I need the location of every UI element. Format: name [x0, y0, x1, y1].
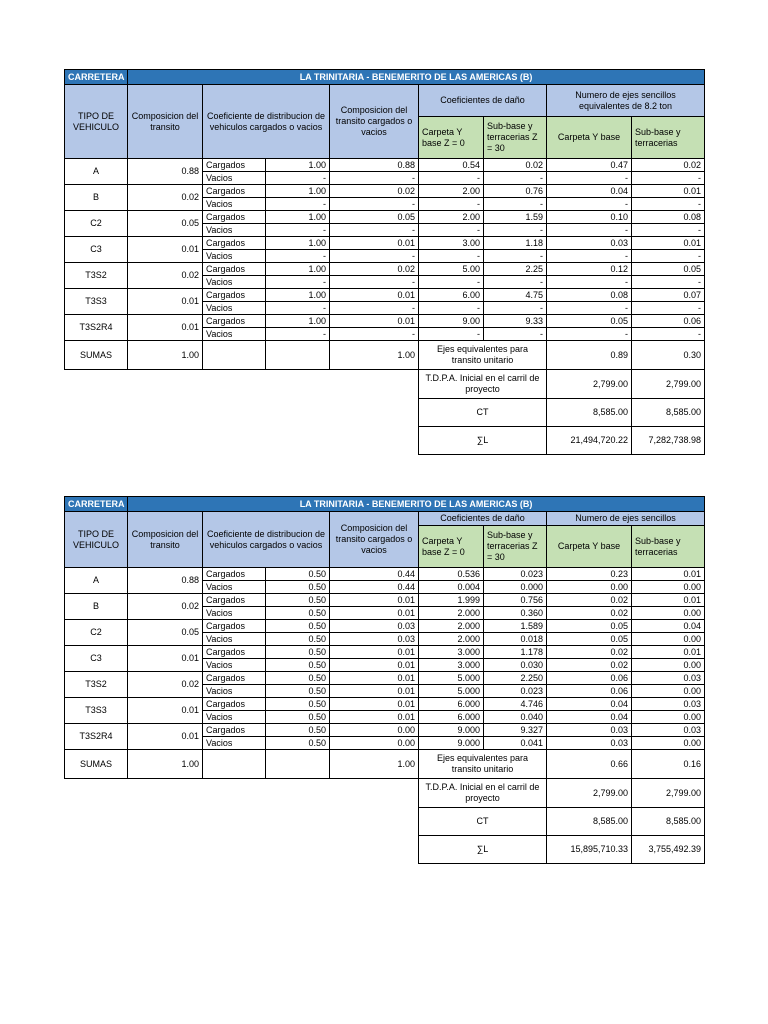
ejes-label: Ejes equivalentes para transito unitario — [419, 341, 547, 370]
carpeta-z0-header: Carpeta Y base Z = 0 — [419, 526, 484, 568]
vehicle-row-cargados — [65, 263, 705, 276]
load-label: Cargados — [203, 568, 266, 581]
loaded-composition: 0.01 — [330, 315, 419, 328]
equiv-axles-subbase: - — [632, 172, 705, 185]
sl-e2: 3,755,492.39 — [632, 836, 705, 864]
damage-coef-subbase: 0.018 — [484, 633, 547, 646]
distribution-coef: 0.50 — [266, 724, 330, 737]
tdpa-e2: 2,799.00 — [632, 779, 705, 808]
load-label: Cargados — [203, 620, 266, 633]
loaded-composition: 0.01 — [330, 685, 419, 698]
damage-coef-carpeta: 2.000 — [419, 607, 484, 620]
vehicle-type: T3S3 — [65, 698, 128, 724]
distribution-coef: 0.50 — [266, 672, 330, 685]
equiv-axles-subbase: 0.01 — [632, 646, 705, 659]
damage-coef-subbase: 9.327 — [484, 724, 547, 737]
loaded-composition: - — [330, 198, 419, 211]
distribution-coef: 0.50 — [266, 711, 330, 724]
damage-coef-subbase: - — [484, 276, 547, 289]
equiv-axles-subbase: - — [632, 302, 705, 315]
load-label: Cargados — [203, 159, 266, 172]
load-label: Cargados — [203, 185, 266, 198]
load-label: Vacios — [203, 633, 266, 646]
damage-coef-subbase: 0.02 — [484, 159, 547, 172]
vehicle-row-cargados — [65, 672, 705, 685]
damage-coef-carpeta: 9.000 — [419, 724, 484, 737]
equiv-axles-subbase: 0.08 — [632, 211, 705, 224]
subbase-terr-header: Sub-base y terracerias — [632, 526, 705, 568]
road-title: LA TRINITARIA - BENEMERITO DE LAS AMERICAS (B) — [128, 70, 705, 85]
equiv-axles-subbase: 0.03 — [632, 672, 705, 685]
loaded-composition: 0.01 — [330, 594, 419, 607]
loaded-composition: 0.01 — [330, 237, 419, 250]
load-label: Cargados — [203, 672, 266, 685]
distribution-coef: 0.50 — [266, 594, 330, 607]
vehicle-composition: 0.02 — [128, 672, 203, 698]
load-label: Cargados — [203, 646, 266, 659]
damage-coef-subbase: 0.76 — [484, 185, 547, 198]
distribution-coef: 0.50 — [266, 633, 330, 646]
equiv-axles-subbase: 0.07 — [632, 289, 705, 302]
vehicle-composition: 0.88 — [128, 159, 203, 185]
vehicle-type: B — [65, 594, 128, 620]
damage-coef-subbase: - — [484, 172, 547, 185]
damage-coef-subbase: 1.59 — [484, 211, 547, 224]
loaded-composition: - — [330, 250, 419, 263]
damage-coef-carpeta: 9.00 — [419, 315, 484, 328]
equiv-axles-carpeta: 0.08 — [547, 289, 632, 302]
load-label: Vacios — [203, 328, 266, 341]
damage-coef-subbase: 0.023 — [484, 685, 547, 698]
equiv-axles-carpeta: 0.06 — [547, 672, 632, 685]
damage-coef-carpeta: 0.004 — [419, 581, 484, 594]
load-label: Cargados — [203, 698, 266, 711]
vehicle-type: A — [65, 568, 128, 594]
vehicle-composition: 0.05 — [128, 620, 203, 646]
ejes-e1: 0.66 — [547, 750, 632, 779]
damage-coef-subbase: 9.33 — [484, 315, 547, 328]
vehicle-composition: 0.02 — [128, 263, 203, 289]
damage-coef-subbase: 1.18 — [484, 237, 547, 250]
equiv-axles-subbase: 0.00 — [632, 659, 705, 672]
damage-coef-carpeta: - — [419, 172, 484, 185]
damage-coef-carpeta: - — [419, 198, 484, 211]
equiv-axles-subbase: 0.00 — [632, 685, 705, 698]
damage-coef-carpeta: 0.54 — [419, 159, 484, 172]
loaded-composition: 0.01 — [330, 698, 419, 711]
vehicle-row-cargados — [65, 698, 705, 711]
distribution-coef: 0.50 — [266, 581, 330, 594]
vehicle-type: T3S3 — [65, 289, 128, 315]
damage-coef-carpeta: - — [419, 276, 484, 289]
equiv-axles-carpeta: 0.02 — [547, 607, 632, 620]
equiv-axles-subbase: - — [632, 224, 705, 237]
damage-coef-carpeta: 5.000 — [419, 685, 484, 698]
equiv-axles-subbase: 0.01 — [632, 568, 705, 581]
distribution-coef: 0.50 — [266, 568, 330, 581]
equiv-axles-carpeta: 0.04 — [547, 711, 632, 724]
equiv-axles-carpeta: - — [547, 172, 632, 185]
tdpa-e1: 2,799.00 — [547, 779, 632, 808]
ejes-e1: 0.89 — [547, 341, 632, 370]
equiv-axles-subbase: 0.06 — [632, 315, 705, 328]
distribution-coef: 0.50 — [266, 620, 330, 633]
damage-coef-subbase: 0.360 — [484, 607, 547, 620]
loaded-composition: 0.01 — [330, 646, 419, 659]
equiv-axles-carpeta: 0.03 — [547, 724, 632, 737]
equiv-axles-subbase: 0.00 — [632, 737, 705, 750]
table-2 — [64, 496, 704, 864]
distribution-coef: 1.00 — [266, 211, 330, 224]
loaded-composition: 0.01 — [330, 659, 419, 672]
damage-coef-subbase: 1.589 — [484, 620, 547, 633]
damage-coef-carpeta: 3.000 — [419, 659, 484, 672]
damage-coef-carpeta: 2.00 — [419, 185, 484, 198]
damage-coef-subbase: - — [484, 250, 547, 263]
carretera-label: CARRETERA — [65, 70, 128, 85]
equiv-axles-carpeta: 0.03 — [547, 737, 632, 750]
vehicle-type: C3 — [65, 646, 128, 672]
load-label: Cargados — [203, 315, 266, 328]
damage-coef-subbase: 1.178 — [484, 646, 547, 659]
loaded-composition: 0.01 — [330, 711, 419, 724]
tdpa-e2: 2,799.00 — [632, 370, 705, 399]
damage-coef-carpeta: 5.00 — [419, 263, 484, 276]
col-comp-header: Composicion del transito — [128, 85, 203, 159]
equiv-axles-subbase: - — [632, 198, 705, 211]
equiv-axles-subbase: - — [632, 276, 705, 289]
load-label: Vacios — [203, 250, 266, 263]
subbase-terr-header: Sub-base y terracerias — [632, 117, 705, 159]
col-coef-header: Coeficiente de distribucion de vehiculos cargados o vacios — [203, 512, 330, 568]
damage-coef-subbase: - — [484, 328, 547, 341]
distribution-coef: - — [266, 224, 330, 237]
ejes-e2: 0.30 — [632, 341, 705, 370]
distribution-coef: - — [266, 328, 330, 341]
ejes-label: Ejes equivalentes para transito unitario — [419, 750, 547, 779]
distribution-coef: 1.00 — [266, 289, 330, 302]
vehicle-row-cargados — [65, 185, 705, 198]
carpeta-base-header: Carpeta Y base — [547, 117, 632, 159]
damage-coef-subbase: 0.030 — [484, 659, 547, 672]
damage-coef-subbase: 2.250 — [484, 672, 547, 685]
vehicle-type: T3S2R4 — [65, 315, 128, 341]
damage-coef-subbase: 0.756 — [484, 594, 547, 607]
traffic-table-2 — [64, 496, 705, 864]
traffic-table-1 — [64, 69, 705, 455]
equiv-axles-subbase: 0.04 — [632, 620, 705, 633]
damage-coef-subbase: 2.25 — [484, 263, 547, 276]
sumas-comp: 1.00 — [128, 750, 203, 779]
equiv-axles-subbase: 0.00 — [632, 607, 705, 620]
equiv-axles-carpeta: 0.06 — [547, 685, 632, 698]
vehicle-row-cargados — [65, 315, 705, 328]
loaded-composition: 0.03 — [330, 633, 419, 646]
loaded-composition: 0.88 — [330, 159, 419, 172]
damage-coef-subbase: 0.040 — [484, 711, 547, 724]
tdpa-e1: 2,799.00 — [547, 370, 632, 399]
damage-coef-carpeta: - — [419, 224, 484, 237]
loaded-composition: 0.01 — [330, 672, 419, 685]
sl-e2: 7,282,738.98 — [632, 427, 705, 455]
vehicle-type: T3S2 — [65, 263, 128, 289]
vehicle-composition: 0.05 — [128, 211, 203, 237]
damage-coef-carpeta: 6.000 — [419, 698, 484, 711]
vehicle-row-cargados — [65, 620, 705, 633]
sl-e1: 15,895,710.33 — [547, 836, 632, 864]
vehicle-composition: 0.01 — [128, 724, 203, 750]
vehicle-row-cargados — [65, 568, 705, 581]
vehicle-composition: 0.01 — [128, 646, 203, 672]
vehicle-type: C2 — [65, 620, 128, 646]
col-ejes-header: Numero de ejes sencillos equivalentes de 8.2 ton — [547, 85, 705, 117]
col-coef-header: Coeficiente de distribucion de vehiculos cargados o vacios — [203, 85, 330, 159]
damage-coef-subbase: 0.023 — [484, 568, 547, 581]
distribution-coef: - — [266, 198, 330, 211]
load-label: Vacios — [203, 276, 266, 289]
header-bar — [65, 497, 705, 512]
distribution-coef: - — [266, 302, 330, 315]
load-label: Vacios — [203, 711, 266, 724]
distribution-coef: 0.50 — [266, 698, 330, 711]
ejes-e2: 0.16 — [632, 750, 705, 779]
load-label: Cargados — [203, 594, 266, 607]
distribution-coef: 1.00 — [266, 159, 330, 172]
distribution-coef: - — [266, 172, 330, 185]
loaded-composition: - — [330, 224, 419, 237]
loaded-composition: 0.01 — [330, 607, 419, 620]
subbase-z30-header: Sub-base y terracerias Z = 30 — [484, 526, 547, 568]
distribution-coef: 0.50 — [266, 685, 330, 698]
load-label: Vacios — [203, 581, 266, 594]
ct-label: CT — [419, 399, 547, 427]
loaded-composition: - — [330, 328, 419, 341]
damage-coef-carpeta: - — [419, 328, 484, 341]
distribution-coef: 0.50 — [266, 646, 330, 659]
vehicle-row-cargados — [65, 211, 705, 224]
damage-coef-carpeta: 6.00 — [419, 289, 484, 302]
loaded-composition: 0.03 — [330, 620, 419, 633]
vehicle-type: T3S2 — [65, 672, 128, 698]
distribution-coef: 0.50 — [266, 607, 330, 620]
loaded-composition: - — [330, 276, 419, 289]
sumas-label: SUMAS — [65, 341, 128, 370]
equiv-axles-subbase: 0.01 — [632, 594, 705, 607]
load-label: Vacios — [203, 198, 266, 211]
damage-coef-carpeta: 0.536 — [419, 568, 484, 581]
distribution-coef: 0.50 — [266, 659, 330, 672]
vehicle-type: C3 — [65, 237, 128, 263]
equiv-axles-subbase: 0.01 — [632, 237, 705, 250]
vehicle-composition: 0.02 — [128, 594, 203, 620]
ct-e2: 8,585.00 — [632, 399, 705, 427]
damage-coef-subbase: - — [484, 198, 547, 211]
load-label: Vacios — [203, 607, 266, 620]
equiv-axles-subbase: 0.00 — [632, 711, 705, 724]
equiv-axles-carpeta: - — [547, 302, 632, 315]
damage-coef-carpeta: - — [419, 250, 484, 263]
ct-e2: 8,585.00 — [632, 808, 705, 836]
sumas-comp: 1.00 — [128, 341, 203, 370]
vehicle-composition: 0.01 — [128, 237, 203, 263]
loaded-composition: 0.00 — [330, 724, 419, 737]
equiv-axles-subbase: 0.02 — [632, 159, 705, 172]
equiv-axles-subbase: 0.03 — [632, 724, 705, 737]
load-label: Vacios — [203, 737, 266, 750]
equiv-axles-carpeta: - — [547, 328, 632, 341]
load-label: Cargados — [203, 724, 266, 737]
equiv-axles-carpeta: 0.02 — [547, 659, 632, 672]
load-label: Vacios — [203, 224, 266, 237]
ct-e1: 8,585.00 — [547, 808, 632, 836]
equiv-axles-carpeta: - — [547, 276, 632, 289]
damage-coef-carpeta: 6.000 — [419, 711, 484, 724]
vehicle-composition: 0.02 — [128, 185, 203, 211]
loaded-composition: 0.44 — [330, 581, 419, 594]
col-tipo-header: TIPO DE VEHICULO — [65, 512, 128, 568]
equiv-axles-carpeta: 0.03 — [547, 237, 632, 250]
carpeta-z0-header: Carpeta Y base Z = 0 — [419, 117, 484, 159]
distribution-coef: - — [266, 250, 330, 263]
loaded-composition: 0.00 — [330, 737, 419, 750]
loaded-composition: - — [330, 172, 419, 185]
load-label: Vacios — [203, 685, 266, 698]
damage-coef-carpeta: 3.000 — [419, 646, 484, 659]
vehicle-row-cargados — [65, 724, 705, 737]
equiv-axles-carpeta: 0.05 — [547, 620, 632, 633]
vehicle-row-cargados — [65, 646, 705, 659]
equiv-axles-carpeta: - — [547, 250, 632, 263]
loaded-composition: - — [330, 302, 419, 315]
distribution-coef: 1.00 — [266, 315, 330, 328]
damage-coef-carpeta: - — [419, 302, 484, 315]
equiv-axles-subbase: 0.05 — [632, 263, 705, 276]
equiv-axles-carpeta: 0.02 — [547, 594, 632, 607]
equiv-axles-subbase: - — [632, 328, 705, 341]
col-dano-header: Coeficientes de daño — [419, 85, 547, 117]
col-dano-header: Coeficientes de daño — [419, 512, 547, 526]
equiv-axles-subbase: 0.03 — [632, 698, 705, 711]
equiv-axles-carpeta: 0.04 — [547, 185, 632, 198]
sumas-cd: 1.00 — [330, 341, 419, 370]
vehicle-row-cargados — [65, 237, 705, 250]
equiv-axles-carpeta: 0.12 — [547, 263, 632, 276]
load-label: Cargados — [203, 289, 266, 302]
vehicle-composition: 0.01 — [128, 289, 203, 315]
damage-coef-subbase: 0.000 — [484, 581, 547, 594]
col-comp-header: Composicion del transito — [128, 512, 203, 568]
equiv-axles-carpeta: 0.04 — [547, 698, 632, 711]
damage-coef-carpeta: 1.999 — [419, 594, 484, 607]
sumas-label: SUMAS — [65, 750, 128, 779]
distribution-coef: 1.00 — [266, 237, 330, 250]
damage-coef-carpeta: 3.00 — [419, 237, 484, 250]
road-title: LA TRINITARIA - BENEMERITO DE LAS AMERICAS (B) — [128, 497, 705, 512]
subbase-z30-header: Sub-base y terracerias Z = 30 — [484, 117, 547, 159]
vehicle-type: C2 — [65, 211, 128, 237]
load-label: Vacios — [203, 302, 266, 315]
vehicle-type: T3S2R4 — [65, 724, 128, 750]
vehicle-row-cargados — [65, 159, 705, 172]
damage-coef-subbase: - — [484, 224, 547, 237]
damage-coef-subbase: - — [484, 302, 547, 315]
vehicle-composition: 0.01 — [128, 315, 203, 341]
sumas-cd: 1.00 — [330, 750, 419, 779]
col-compdel-header: Composicion del transito cargados o vacios — [330, 512, 419, 568]
vehicle-composition: 0.88 — [128, 568, 203, 594]
load-label: Cargados — [203, 211, 266, 224]
vehicle-composition: 0.01 — [128, 698, 203, 724]
ct-e1: 8,585.00 — [547, 399, 632, 427]
vehicle-row-cargados — [65, 594, 705, 607]
col-compdel-header: Composicion del transito cargados o vacios — [330, 85, 419, 159]
distribution-coef: - — [266, 276, 330, 289]
vehicle-type: B — [65, 185, 128, 211]
damage-coef-subbase: 4.746 — [484, 698, 547, 711]
damage-coef-carpeta: 2.000 — [419, 620, 484, 633]
equiv-axles-carpeta: - — [547, 224, 632, 237]
loaded-composition: 0.02 — [330, 185, 419, 198]
loaded-composition: 0.05 — [330, 211, 419, 224]
sl-label: ∑L — [419, 427, 547, 455]
equiv-axles-carpeta: 0.05 — [547, 633, 632, 646]
sl-label: ∑L — [419, 836, 547, 864]
damage-coef-carpeta: 2.00 — [419, 211, 484, 224]
damage-coef-carpeta: 9.000 — [419, 737, 484, 750]
loaded-composition: 0.44 — [330, 568, 419, 581]
table-1 — [64, 69, 704, 455]
load-label: Cargados — [203, 263, 266, 276]
equiv-axles-subbase: 0.01 — [632, 185, 705, 198]
header-bar — [65, 70, 705, 85]
equiv-axles-subbase: - — [632, 250, 705, 263]
ct-label: CT — [419, 808, 547, 836]
load-label: Vacios — [203, 172, 266, 185]
equiv-axles-carpeta: 0.23 — [547, 568, 632, 581]
distribution-coef: 0.50 — [266, 737, 330, 750]
carpeta-base-header: Carpeta Y base — [547, 526, 632, 568]
distribution-coef: 1.00 — [266, 263, 330, 276]
damage-coef-subbase: 0.041 — [484, 737, 547, 750]
sl-e1: 21,494,720.22 — [547, 427, 632, 455]
damage-coef-carpeta: 2.000 — [419, 633, 484, 646]
col-tipo-header: TIPO DE VEHICULO — [65, 85, 128, 159]
equiv-axles-carpeta: 0.02 — [547, 646, 632, 659]
tdpa-label: T.D.P.A. Inicial en el carril de proyecto — [419, 779, 547, 808]
damage-coef-carpeta: 5.000 — [419, 672, 484, 685]
distribution-coef: 1.00 — [266, 185, 330, 198]
carretera-label: CARRETERA — [65, 497, 128, 512]
vehicle-type: A — [65, 159, 128, 185]
loaded-composition: 0.02 — [330, 263, 419, 276]
equiv-axles-carpeta: 0.00 — [547, 581, 632, 594]
tdpa-label: T.D.P.A. Inicial en el carril de proyecto — [419, 370, 547, 399]
vehicle-row-cargados — [65, 289, 705, 302]
equiv-axles-carpeta: 0.10 — [547, 211, 632, 224]
equiv-axles-subbase: 0.00 — [632, 633, 705, 646]
load-label: Vacios — [203, 659, 266, 672]
damage-coef-subbase: 4.75 — [484, 289, 547, 302]
equiv-axles-carpeta: - — [547, 198, 632, 211]
equiv-axles-carpeta: 0.47 — [547, 159, 632, 172]
equiv-axles-carpeta: 0.05 — [547, 315, 632, 328]
equiv-axles-subbase: 0.00 — [632, 581, 705, 594]
load-label: Cargados — [203, 237, 266, 250]
loaded-composition: 0.01 — [330, 289, 419, 302]
col-ejes-header: Numero de ejes sencillos — [547, 512, 705, 526]
